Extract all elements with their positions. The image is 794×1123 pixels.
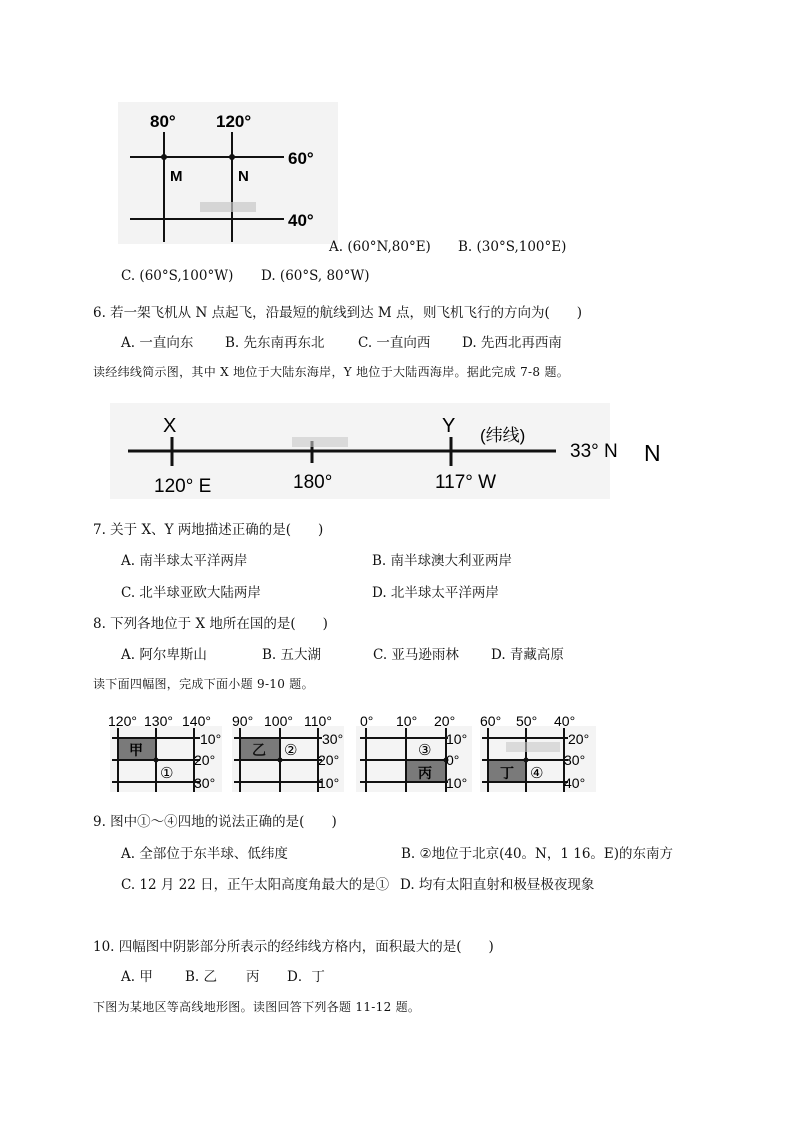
lat-bottom-label: 40° bbox=[288, 211, 314, 230]
grid-3-lat-label: 0° bbox=[446, 752, 460, 768]
q6-option-a: A. 一直向东 bbox=[121, 335, 194, 351]
grid-4-lat-label: 30° bbox=[564, 752, 586, 768]
watermark-smudge bbox=[506, 742, 560, 752]
q5-option-a: A. (60°N,80°E) bbox=[329, 239, 431, 255]
q6-option-d: D. 先西北再西南 bbox=[462, 335, 562, 351]
q6-option-c: C. 一直向西 bbox=[358, 335, 431, 351]
grid-2-lat-label: 30° bbox=[322, 731, 344, 747]
grid-4-point-dot bbox=[524, 758, 529, 763]
grid-1-lon-label: 130° bbox=[144, 713, 173, 729]
q7-stem: 7. 关于 X、Y 两地描述正确的是( ) bbox=[93, 522, 324, 538]
q8-option-b: B. 五大湖 bbox=[262, 647, 322, 663]
grid-2-lon-label: 100° bbox=[264, 713, 293, 729]
q8-stem: 8. 下列各地位于 X 地所在国的是( ) bbox=[93, 616, 328, 632]
lon-y-label: 117° W bbox=[435, 472, 497, 493]
grid-3-lon-label: 0° bbox=[360, 713, 374, 729]
grid-3-lat-label: 10° bbox=[446, 775, 468, 791]
q7-option-a: A. 南半球太平洋两岸 bbox=[121, 553, 248, 569]
grid-3-lat-label: 10° bbox=[446, 731, 468, 747]
q6-stem: 6. 若一架飞机从 N 点起飞，沿最短的航线到达 M 点，则飞机飞行的方向为( ) bbox=[93, 305, 583, 321]
grid-1-shade-label: 甲 bbox=[129, 742, 143, 758]
q6-option-b: B. 先东南再东北 bbox=[225, 335, 325, 351]
grid-4-lat-label: 20° bbox=[568, 731, 590, 747]
q8-option-d: D. 青藏高原 bbox=[491, 647, 564, 663]
point-m-label: M bbox=[170, 168, 183, 185]
grid-4 bbox=[480, 713, 596, 792]
lon-180-label: 180° bbox=[293, 472, 333, 493]
q9-stem: 9. 图中①～④四地的说法正确的是( ) bbox=[93, 814, 337, 830]
grid-2 bbox=[232, 713, 344, 792]
q10-stem: 10. 四幅图中阴影部分所表示的经纬线方格内，面积最大的是( ) bbox=[93, 939, 494, 955]
q8-option-a: A. 阿尔卑斯山 bbox=[121, 647, 207, 663]
q10-option-c: 丙 bbox=[246, 969, 260, 985]
grid-4-shade-label: 丁 bbox=[500, 765, 514, 781]
grid-1-lon-label: 140° bbox=[182, 713, 211, 729]
figure-parallel-33n bbox=[110, 403, 670, 499]
graticule-mn-svg bbox=[118, 102, 338, 244]
lon-right-label: 120° bbox=[216, 112, 252, 131]
q10-option-d: D．丁 bbox=[287, 969, 325, 985]
q5-option-c: C. (60°S,100°W) bbox=[121, 268, 234, 284]
grid-3-lon-label: 10° bbox=[396, 713, 418, 729]
grid-3-shade-label: 丙 bbox=[418, 765, 432, 781]
watermark-smudge bbox=[292, 437, 348, 447]
intro-7-8: 读经纬线简示图，其中 X 地位于大陆东海岸，Y 地位于大陆西海岸。据此完成 7-8 题。 bbox=[93, 365, 570, 379]
y-label: Y bbox=[442, 415, 456, 437]
watermark-smudge bbox=[200, 202, 256, 212]
grid-1-point-label: ① bbox=[160, 765, 174, 782]
grid-4-point-label: ④ bbox=[530, 765, 544, 782]
q9-option-c: C. 12 月 22 日，正午太阳高度角最大的是① bbox=[121, 877, 390, 893]
lat-note: (纬线) bbox=[480, 426, 526, 445]
point-m-dot bbox=[161, 154, 167, 160]
q7-option-c: C. 北半球亚欧大陆两岸 bbox=[121, 585, 261, 601]
q7-option-d: D. 北半球太平洋两岸 bbox=[372, 585, 499, 601]
figure-graticule-mn bbox=[118, 102, 338, 244]
grid-4-lon-label: 60° bbox=[480, 713, 502, 729]
grid-1-lat-label: 30° bbox=[194, 775, 216, 791]
grid-4-lon-label: 50° bbox=[516, 713, 538, 729]
q7-option-b: B. 南半球澳大利亚两岸 bbox=[372, 553, 513, 569]
point-n-dot bbox=[229, 154, 235, 160]
q8-option-c: C. 亚马逊雨林 bbox=[373, 647, 459, 663]
grid-1-lat-label: 20° bbox=[194, 752, 216, 768]
grid-2-lon-label: 90° bbox=[232, 713, 254, 729]
grid-1-point-dot bbox=[154, 758, 159, 763]
grid-2-point-label: ② bbox=[284, 742, 298, 759]
grid-3-point-label: ③ bbox=[418, 742, 432, 759]
grid-4-lat-label: 40° bbox=[564, 775, 586, 791]
grid-2-lon-label: 110° bbox=[304, 713, 332, 729]
q10-option-a: A. 甲 bbox=[121, 969, 153, 985]
grid-1-lat-label: 10° bbox=[200, 731, 222, 747]
lon-left-label: 80° bbox=[150, 112, 176, 131]
point-n-label: N bbox=[238, 168, 249, 185]
grid-1 bbox=[108, 713, 222, 792]
figure-four-grids bbox=[108, 712, 608, 794]
grid-3-lon-label: 20° bbox=[434, 713, 456, 729]
lat-top-label: 60° bbox=[288, 149, 314, 168]
lon-x-label: 120° E bbox=[154, 476, 212, 497]
q10-option-b: B. 乙 bbox=[185, 969, 218, 985]
q9-option-d: D. 均有太阳直射和极昼极夜现象 bbox=[400, 877, 595, 893]
grid-2-shade-label: 乙 bbox=[252, 742, 266, 758]
grid-2-point-dot bbox=[278, 758, 283, 763]
grid-2-lat-label: 20° bbox=[318, 752, 340, 768]
q5-option-d: D. (60°S, 80°W) bbox=[261, 268, 370, 284]
grid-3 bbox=[356, 713, 472, 792]
intro-11-12: 下图为某地区等高线地形图。读图回答下列各题 11-12 题。 bbox=[93, 1000, 421, 1014]
four-grids-svg bbox=[108, 712, 608, 794]
intro-9-10: 读下面四幅图，完成下面小题 9-10 题。 bbox=[93, 677, 314, 691]
extra-n-label: N bbox=[644, 440, 661, 466]
lat-value: 33° N bbox=[570, 441, 618, 462]
q9-option-b: B. ②地位于北京(40。N，1 16。E)的东南方 bbox=[401, 846, 674, 862]
grid-4-lon-label: 40° bbox=[554, 713, 576, 729]
grid-1-lon-label: 120° bbox=[108, 713, 137, 729]
x-label: X bbox=[163, 415, 177, 437]
q5-option-b: B. (30°S,100°E) bbox=[458, 239, 567, 255]
q9-option-a: A. 全部位于东半球、低纬度 bbox=[121, 846, 288, 862]
parallel-33n-svg bbox=[110, 403, 670, 499]
grid-2-lat-label: 10° bbox=[318, 775, 340, 791]
